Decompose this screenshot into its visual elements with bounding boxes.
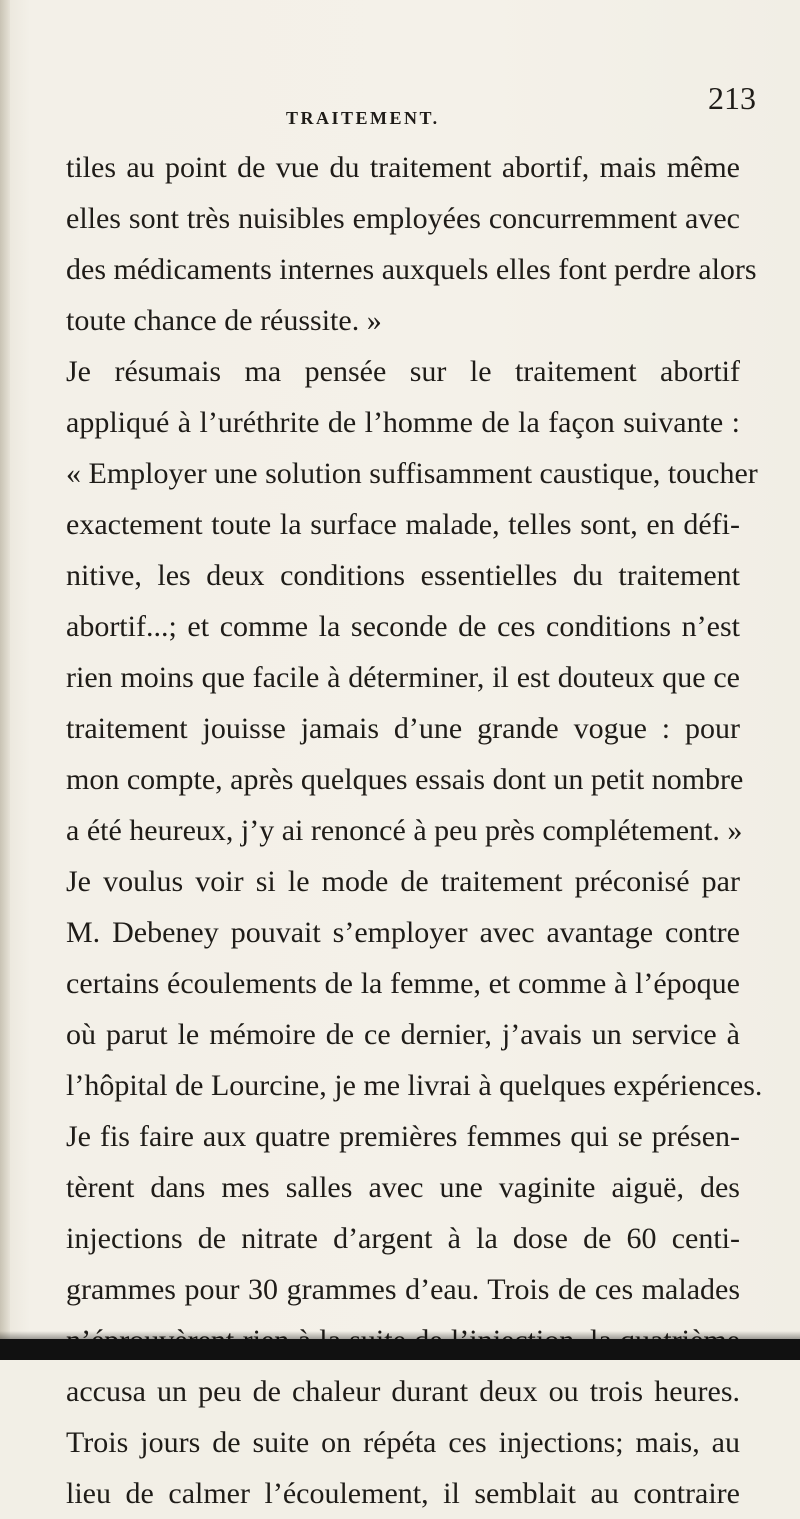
text-line: Trois jours de suite on répéta ces injections; mais, au bbox=[66, 1426, 740, 1459]
text-line: nitive, les deux conditions essentielles du traitement bbox=[66, 559, 740, 592]
text-line: tiles au point de vue du traitement abortif, mais même bbox=[66, 151, 740, 184]
text-line: des médicaments internes auxquels elles font perdre alors bbox=[66, 253, 757, 286]
text-line: lieu de calmer l’écoulement, il semblait au contraire bbox=[66, 1477, 740, 1510]
text-line: l’hôpital de Lourcine, je me livrai à quelques expériences. bbox=[66, 1069, 763, 1102]
text-line: abortif...; et comme la seconde de ces conditions n’est bbox=[66, 610, 740, 643]
text-line: tèrent dans mes salles avec une vaginite aiguë, des bbox=[66, 1171, 740, 1204]
text-line: toute chance de réussite. » bbox=[66, 304, 382, 337]
text-line: accusa un peu de chaleur durant deux ou trois heures. bbox=[66, 1375, 740, 1408]
text-line: M. Debeney pouvait s’employer avec avantage contre bbox=[66, 916, 740, 949]
text-line: où parut le mémoire de ce dernier, j’avais un service à bbox=[66, 1018, 740, 1051]
text-line: certains écoulements de la femme, et comme à l’époque bbox=[66, 967, 740, 1000]
text-line: mon compte, après quelques essais dont un petit nombre bbox=[66, 763, 744, 796]
text-line: exactement toute la surface malade, telles sont, en défi- bbox=[66, 508, 740, 541]
text-line: a été heureux, j’y ai renoncé à peu près complétement. » bbox=[66, 814, 743, 847]
text-line: traitement jouisse jamais d’une grande vogue : pour bbox=[66, 712, 740, 745]
text-line: injections de nitrate d’argent à la dose de 60 centi- bbox=[66, 1222, 740, 1255]
page-number: 213 bbox=[708, 80, 756, 116]
text-line: Je fis faire aux quatre premières femmes qui se présen- bbox=[66, 1120, 740, 1153]
running-head-title: TRAITEMENT. bbox=[286, 108, 440, 128]
scan-bottom-edge bbox=[0, 1339, 800, 1360]
text-line: Je résumais ma pensée sur le traitement abortif bbox=[66, 355, 740, 388]
text-line: elles sont très nuisibles employées concurremment avec bbox=[66, 202, 740, 235]
text-line: « Employer une solution suffisamment caustique, toucher bbox=[66, 457, 758, 490]
text-line: appliqué à l’uréthrite de l’homme de la façon suivante : bbox=[66, 406, 740, 439]
text-line: grammes pour 30 grammes d’eau. Trois de ces malades bbox=[66, 1273, 740, 1306]
body-text bbox=[66, 142, 763, 1519]
text-line: rien moins que facile à déterminer, il est douteux que ce bbox=[66, 661, 740, 694]
scan-edge-shadow bbox=[0, 1331, 800, 1339]
page-gutter-shadow bbox=[0, 0, 10, 1360]
text-line: Je voulus voir si le mode de traitement préconisé par bbox=[66, 865, 740, 898]
